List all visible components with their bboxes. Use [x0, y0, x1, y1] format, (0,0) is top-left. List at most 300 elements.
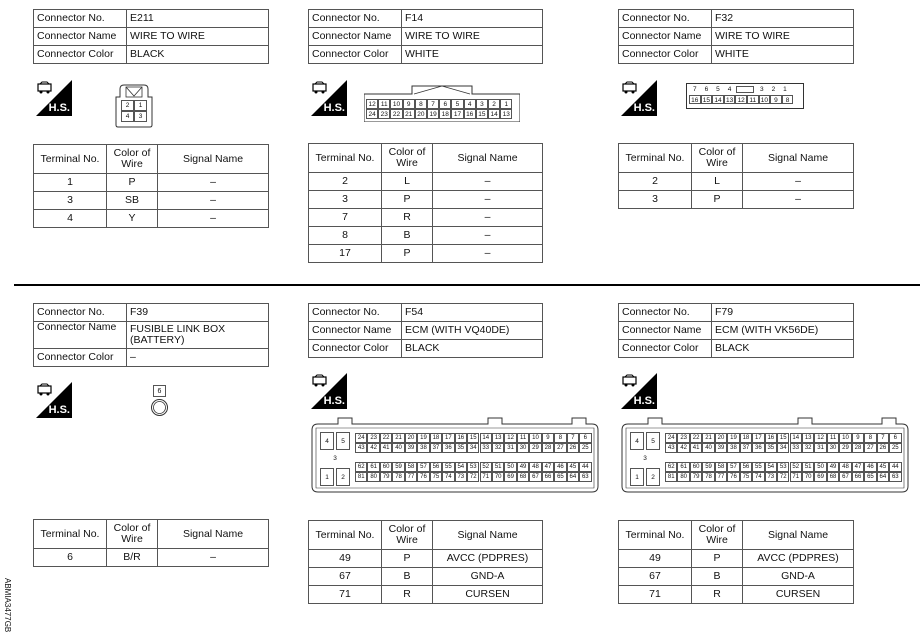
terminal-table-e211 — [33, 144, 269, 228]
label-connector-name: Connector Name — [309, 322, 402, 340]
pin: 58 — [715, 462, 727, 472]
pin: 10 — [390, 99, 402, 109]
label-connector-color: Connector Color — [34, 349, 127, 367]
pin: 8 — [864, 433, 876, 443]
connector-info-e211 — [33, 9, 269, 64]
pin: 60 — [380, 462, 392, 472]
pin: 10 — [839, 433, 851, 443]
pin: 72 — [467, 472, 479, 482]
pin: 19 — [417, 433, 429, 443]
pin: 45 — [567, 462, 579, 472]
pin: 18 — [740, 433, 752, 443]
pin: 1 — [320, 468, 334, 486]
connector-color-value: BLACK — [712, 340, 854, 358]
pin: 68 — [517, 472, 529, 482]
pin: 65 — [554, 472, 566, 482]
wire-color: B — [382, 227, 433, 245]
pin: 18 — [430, 433, 442, 443]
table-row — [309, 227, 543, 245]
pin: 21 — [392, 433, 404, 443]
pin: 34 — [467, 443, 479, 453]
table-row — [309, 586, 543, 604]
wire-color: R — [692, 586, 743, 604]
terminal-no: 71 — [619, 586, 692, 604]
table-row — [619, 586, 854, 604]
pin: 5 — [451, 99, 463, 109]
pin: 24 — [366, 109, 378, 119]
pin: 5 — [646, 432, 660, 450]
table-row — [619, 173, 854, 191]
table-row — [309, 245, 543, 263]
connector-no-value: F32 — [712, 10, 854, 28]
pin: 4 — [630, 432, 644, 450]
pin: 2 — [336, 468, 350, 486]
pin: 16 — [464, 109, 476, 119]
hs-label: H.S. — [48, 102, 70, 114]
pin: 44 — [889, 462, 901, 472]
connector-no-value: F54 — [402, 304, 543, 322]
harness-side-icon — [36, 382, 72, 418]
pin: 4 — [121, 111, 134, 122]
pin: 57 — [417, 462, 429, 472]
pin: 21 — [403, 109, 415, 119]
pin: 78 — [702, 472, 714, 482]
pin: 13 — [500, 109, 512, 119]
terminal-table-f14 — [308, 143, 543, 263]
label-connector-color: Connector Color — [309, 340, 402, 358]
connector-name-value: WIRE TO WIRE — [712, 28, 854, 46]
ecm-outline — [620, 416, 910, 496]
pin: 11 — [517, 433, 529, 443]
harness-side-icon — [36, 80, 72, 116]
connector-face-f32 — [686, 83, 804, 109]
pin: 9 — [403, 99, 415, 109]
pin: 38 — [417, 443, 429, 453]
wire-color: P — [382, 191, 433, 209]
pin: 37 — [740, 443, 752, 453]
table-row — [309, 191, 543, 209]
pin: 12 — [735, 95, 747, 104]
pin: 28 — [542, 443, 554, 453]
signal-name: – — [743, 191, 854, 209]
signal-name: – — [158, 192, 269, 210]
pin: 4 — [464, 99, 476, 109]
terminal-table-f32 — [618, 143, 854, 209]
signal-name: – — [433, 209, 543, 227]
pin: 27 — [554, 443, 566, 453]
pin: 7 — [567, 433, 579, 443]
connector-no-value: E211 — [127, 10, 269, 28]
pin: 31 — [504, 443, 516, 453]
pin: 75 — [430, 472, 442, 482]
terminal-no: 1 — [34, 174, 107, 192]
pin: 40 — [392, 443, 404, 453]
pin: 11 — [827, 433, 839, 443]
pin: 66 — [852, 472, 864, 482]
pin: 55 — [442, 462, 454, 472]
col-signal-name: Signal Name — [158, 145, 269, 174]
pin: 51 — [802, 462, 814, 472]
pin: 56 — [740, 462, 752, 472]
label-connector-no: Connector No. — [619, 10, 712, 28]
connector-name-value: WIRE TO WIRE — [402, 28, 543, 46]
ecm-outline — [310, 416, 600, 496]
pin: 73 — [765, 472, 777, 482]
terminal-no: 67 — [619, 568, 692, 586]
pin: 61 — [677, 462, 689, 472]
pin: 28 — [852, 443, 864, 453]
hs-label: H.S. — [323, 395, 345, 407]
signal-name: CURSEN — [743, 586, 854, 604]
pin: 27 — [864, 443, 876, 453]
signal-name: AVCC (PDPRES) — [743, 550, 854, 568]
pin: 25 — [889, 443, 901, 453]
pin: 47 — [852, 462, 864, 472]
connector-info-f32 — [618, 9, 854, 64]
pin: 36 — [442, 443, 454, 453]
connector-face-f54 — [310, 416, 600, 496]
pin: 74 — [442, 472, 454, 482]
terminal-no: 2 — [309, 173, 382, 191]
wire-color: Y — [107, 210, 158, 228]
pin: 2 — [488, 99, 500, 109]
pin: 32 — [802, 443, 814, 453]
pin: 53 — [467, 462, 479, 472]
pin: 46 — [554, 462, 566, 472]
pin: 69 — [504, 472, 516, 482]
table-row — [309, 173, 543, 191]
pin: 63 — [889, 472, 901, 482]
pin: 3 — [643, 455, 647, 462]
pin: 66 — [542, 472, 554, 482]
col-terminal-no: Terminal No. — [619, 144, 692, 173]
pin: 6 — [704, 86, 709, 93]
pin: 36 — [752, 443, 764, 453]
table-row — [309, 550, 543, 568]
pin: 8 — [415, 99, 427, 109]
pin: 39 — [715, 443, 727, 453]
pin: 6 — [153, 385, 166, 397]
label-connector-no: Connector No. — [34, 304, 127, 322]
terminal-no: 6 — [34, 549, 107, 567]
connector-color-value: WHITE — [402, 46, 543, 64]
terminal-no: 67 — [309, 568, 382, 586]
pin: 17 — [451, 109, 463, 119]
pin: 48 — [839, 462, 851, 472]
pin: 55 — [752, 462, 764, 472]
table-row — [309, 568, 543, 586]
pin: 9 — [542, 433, 554, 443]
label-connector-name: Connector Name — [34, 322, 127, 349]
connector-color-value: – — [127, 349, 269, 367]
pin: 19 — [727, 433, 739, 443]
terminal-table-f79 — [618, 520, 854, 604]
pin: 3 — [134, 111, 147, 122]
terminal-no: 7 — [309, 209, 382, 227]
pin: 22 — [380, 433, 392, 443]
pin: 46 — [864, 462, 876, 472]
pin: 53 — [777, 462, 789, 472]
col-terminal-no: Terminal No. — [309, 521, 382, 550]
connector-info-f54 — [308, 303, 543, 358]
connector-face-e211 — [112, 83, 156, 129]
signal-name: GND-A — [743, 568, 854, 586]
pin: 79 — [690, 472, 702, 482]
pin: 24 — [355, 433, 367, 443]
pin: 22 — [390, 109, 402, 119]
col-signal-name: Signal Name — [433, 144, 543, 173]
section-divider — [14, 284, 920, 286]
table-row — [619, 568, 854, 586]
pin: 60 — [690, 462, 702, 472]
signal-name: – — [158, 174, 269, 192]
pin: 12 — [504, 433, 516, 443]
pin: 15 — [467, 433, 479, 443]
connector-color-value: WHITE — [712, 46, 854, 64]
wire-color: B — [692, 568, 743, 586]
hs-label: H.S. — [48, 404, 70, 416]
car-icon — [37, 81, 52, 95]
pin: 15 — [476, 109, 488, 119]
pin: 63 — [579, 472, 591, 482]
pin: 70 — [492, 472, 504, 482]
pin: 42 — [367, 443, 379, 453]
pin: 32 — [492, 443, 504, 453]
pin: 50 — [504, 462, 516, 472]
pin: 4 — [320, 432, 334, 450]
col-color-of-wire: Color of Wire — [382, 521, 433, 550]
table-row — [619, 191, 854, 209]
terminal-no: 2 — [619, 173, 692, 191]
pin: 5 — [716, 86, 720, 93]
connector-name-value: ECM (WITH VQ40DE) — [402, 322, 543, 340]
pin: 79 — [380, 472, 392, 482]
pin: 58 — [405, 462, 417, 472]
car-icon — [312, 81, 327, 95]
pin: 5 — [336, 432, 350, 450]
table-row — [34, 192, 269, 210]
car-icon — [312, 374, 327, 388]
pin: 9 — [770, 95, 782, 104]
label-connector-name: Connector Name — [619, 28, 712, 46]
col-terminal-no: Terminal No. — [34, 145, 107, 174]
col-terminal-no: Terminal No. — [309, 144, 382, 173]
signal-name: – — [743, 173, 854, 191]
pin: 65 — [864, 472, 876, 482]
pin: 50 — [814, 462, 826, 472]
terminal-no: 17 — [309, 245, 382, 263]
pin: 71 — [480, 472, 492, 482]
pin: 59 — [702, 462, 714, 472]
pin: 49 — [827, 462, 839, 472]
car-icon — [622, 81, 637, 95]
pin: 54 — [765, 462, 777, 472]
wire-color: SB — [107, 192, 158, 210]
pin: 37 — [430, 443, 442, 453]
terminal-table-f39 — [33, 519, 269, 567]
pin: 61 — [367, 462, 379, 472]
harness-side-icon — [311, 80, 347, 116]
wire-color: R — [382, 209, 433, 227]
col-color-of-wire: Color of Wire — [692, 144, 743, 173]
label-connector-color: Connector Color — [309, 46, 402, 64]
pin: 67 — [839, 472, 851, 482]
figure-id: ABMIA3477GB — [3, 578, 12, 633]
pin: 13 — [802, 433, 814, 443]
col-color-of-wire: Color of Wire — [382, 144, 433, 173]
pin: 71 — [790, 472, 802, 482]
pin: 57 — [727, 462, 739, 472]
stud-terminal-icon — [150, 398, 170, 418]
pin: 6 — [439, 99, 451, 109]
pin: 25 — [579, 443, 591, 453]
pin: 9 — [852, 433, 864, 443]
pin: 8 — [782, 95, 794, 104]
terminal-no: 3 — [34, 192, 107, 210]
pin: 10 — [529, 433, 541, 443]
pin: 15 — [777, 433, 789, 443]
wire-color: P — [692, 550, 743, 568]
pin: 48 — [529, 462, 541, 472]
terminal-table-f54 — [308, 520, 543, 604]
pin: 33 — [480, 443, 492, 453]
pin: 13 — [492, 433, 504, 443]
connector-face-f14 — [364, 82, 520, 122]
col-signal-name: Signal Name — [743, 521, 854, 550]
label-connector-no: Connector No. — [309, 10, 402, 28]
pin: 68 — [827, 472, 839, 482]
pin: 45 — [877, 462, 889, 472]
pin: 16 — [765, 433, 777, 443]
pin: 1 — [500, 99, 512, 109]
pin: 41 — [380, 443, 392, 453]
pin: 31 — [814, 443, 826, 453]
label-connector-no: Connector No. — [34, 10, 127, 28]
pin: 29 — [529, 443, 541, 453]
table-row — [619, 550, 854, 568]
pin: 3 — [759, 86, 764, 93]
pin: 77 — [715, 472, 727, 482]
pin: 52 — [480, 462, 492, 472]
pin: 43 — [355, 443, 367, 453]
pin: 81 — [665, 472, 677, 482]
pin: 3 — [333, 455, 337, 462]
pin: 75 — [740, 472, 752, 482]
hs-label: H.S. — [633, 102, 655, 114]
pin: 6 — [889, 433, 901, 443]
connector-info-f14 — [308, 9, 543, 64]
pin: 2 — [771, 86, 776, 93]
pin: 69 — [814, 472, 826, 482]
pin: 8 — [554, 433, 566, 443]
pin: 23 — [367, 433, 379, 443]
pin: 72 — [777, 472, 789, 482]
pin: 70 — [802, 472, 814, 482]
terminal-no: 3 — [619, 191, 692, 209]
pin: 18 — [439, 109, 451, 119]
pin: 7 — [692, 86, 697, 93]
pin: 26 — [567, 443, 579, 453]
pin: 10 — [759, 95, 771, 104]
pin: 2 — [121, 100, 134, 111]
harness-side-icon — [621, 80, 657, 116]
pin: 1 — [134, 100, 147, 111]
pin: 62 — [665, 462, 677, 472]
pin: 62 — [355, 462, 367, 472]
wire-color: P — [382, 550, 433, 568]
pin: 43 — [665, 443, 677, 453]
pin: 14 — [790, 433, 802, 443]
pin: 64 — [877, 472, 889, 482]
hs-label: H.S. — [323, 102, 345, 114]
signal-name: – — [158, 549, 269, 567]
pin: 17 — [752, 433, 764, 443]
signal-name: – — [433, 245, 543, 263]
signal-name: – — [433, 191, 543, 209]
connector-color-value: BLACK — [127, 46, 269, 64]
pin: 16 — [455, 433, 467, 443]
pin: 23 — [378, 109, 390, 119]
pin: 22 — [690, 433, 702, 443]
pin: 7 — [877, 433, 889, 443]
pin: 76 — [727, 472, 739, 482]
terminal-no: 49 — [309, 550, 382, 568]
pin: 54 — [455, 462, 467, 472]
wire-color: P — [382, 245, 433, 263]
connector-info-f39 — [33, 303, 269, 367]
pin: 52 — [790, 462, 802, 472]
wire-color: L — [382, 173, 433, 191]
wire-color: P — [107, 174, 158, 192]
label-connector-color: Connector Color — [619, 46, 712, 64]
pin: 12 — [814, 433, 826, 443]
pin: 4 — [727, 86, 732, 93]
terminal-no: 8 — [309, 227, 382, 245]
pin: 41 — [690, 443, 702, 453]
col-terminal-no: Terminal No. — [34, 520, 107, 549]
pin: 30 — [827, 443, 839, 453]
pin: 7 — [427, 99, 439, 109]
pin: 81 — [355, 472, 367, 482]
label-connector-color: Connector Color — [34, 46, 127, 64]
pin: 80 — [677, 472, 689, 482]
pin: 38 — [727, 443, 739, 453]
signal-name: AVCC (PDPRES) — [433, 550, 543, 568]
table-row — [34, 210, 269, 228]
pin: 64 — [567, 472, 579, 482]
pin: 14 — [712, 95, 724, 104]
signal-name: – — [158, 210, 269, 228]
pin: 16 — [689, 95, 701, 104]
pin: 59 — [392, 462, 404, 472]
col-color-of-wire: Color of Wire — [107, 520, 158, 549]
label-connector-name: Connector Name — [34, 28, 127, 46]
col-signal-name: Signal Name — [743, 144, 854, 173]
pin: 67 — [529, 472, 541, 482]
pin: 21 — [702, 433, 714, 443]
pin: 14 — [488, 109, 500, 119]
connector-face-f79 — [620, 416, 910, 496]
pin: 1 — [630, 468, 644, 486]
table-row — [34, 549, 269, 567]
pin: 20 — [715, 433, 727, 443]
signal-name: – — [433, 227, 543, 245]
connector-no-value: F79 — [712, 304, 854, 322]
pin: 49 — [517, 462, 529, 472]
signal-name: GND-A — [433, 568, 543, 586]
wire-color: B — [382, 568, 433, 586]
pin: 33 — [790, 443, 802, 453]
